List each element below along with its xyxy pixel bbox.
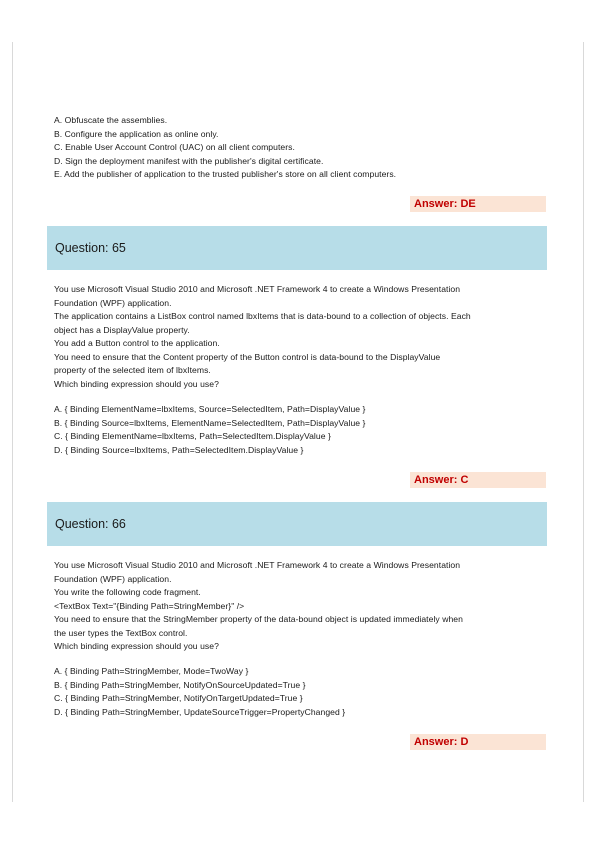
q64-answer: Answer: DE [410,196,546,212]
q66-title: Question: 66 [47,502,547,546]
q65-body-line: The application contains a ListBox control named lbxItems that is data-bound to a collection of objects. Each [54,311,471,321]
q65-title: Question: 65 [47,226,547,270]
q65-option-b: B. { Binding Source=lbxItems, ElementName=SelectedItem, Path=DisplayValue } [54,417,366,428]
page-border-right [583,42,584,802]
q66-body-line: You use Microsoft Visual Studio 2010 and Microsoft .NET Framework 4 to create a Windows Presentation [54,560,461,570]
q66-code-fragment: <TextBox Text="{Binding Path=StringMember}" /> [54,600,245,611]
q65-body-line: object has a DisplayValue property. [54,324,190,335]
q66-body-line: You need to ensure that the StringMember property of the data-bound object is updated immediately when [54,614,463,624]
q66-body-line: the user types the TextBox control. [54,627,188,638]
q64-option-d: D. Sign the deployment manifest with the publisher's digital certificate. [54,155,324,166]
q65-option-c: C. { Binding ElementName=lbxItems, Path=SelectedItem.DisplayValue } [54,431,331,441]
q66-body-line: Which binding expression should you use? [54,641,219,651]
q66-answer: Answer: D [410,734,546,750]
q64-option-c: C. Enable User Account Control (UAC) on all client computers. [54,142,295,152]
q66-option-b: B. { Binding Path=StringMember, NotifyOnSourceUpdated=True } [54,679,306,690]
q65-answer: Answer: C [410,472,546,488]
q65-option-d: D. { Binding Source=lbxItems, Path=SelectedItem.DisplayValue } [54,444,304,455]
q65-body-line: Which binding expression should you use? [54,378,219,389]
q65-body-line: You add a Button control to the application. [54,338,220,348]
q66-option-a: A. { Binding Path=StringMember, Mode=TwoWay } [54,666,249,676]
q65-body-line: You need to ensure that the Content property of the Button control is data-bound to the DisplayValue [54,351,441,362]
q64-option-a: A. Obfuscate the assemblies. [54,115,168,125]
q65-option-a: A. { Binding ElementName=lbxItems, Source=SelectedItem, Path=DisplayValue } [54,404,366,414]
q65-body-line: You use Microsoft Visual Studio 2010 and Microsoft .NET Framework 4 to create a Windows Presentation [54,284,461,294]
q64-option-b: B. Configure the application as online only. [54,128,219,139]
q66-option-c: C. { Binding Path=StringMember, NotifyOnTargetUpdated=True } [54,693,303,703]
q65-body-line: property of the selected item of lbxItems. [54,365,211,375]
q66-option-d: D. { Binding Path=StringMember, UpdateSourceTrigger=PropertyChanged } [54,706,346,717]
q66-body-line: You write the following code fragment. [54,587,201,597]
page-border-left [12,42,13,802]
q65-body-line: Foundation (WPF) application. [54,297,172,308]
q66-body-line: Foundation (WPF) application. [54,573,172,584]
q64-option-e: E. Add the publisher of application to the trusted publisher's store on all client computers. [54,169,397,179]
